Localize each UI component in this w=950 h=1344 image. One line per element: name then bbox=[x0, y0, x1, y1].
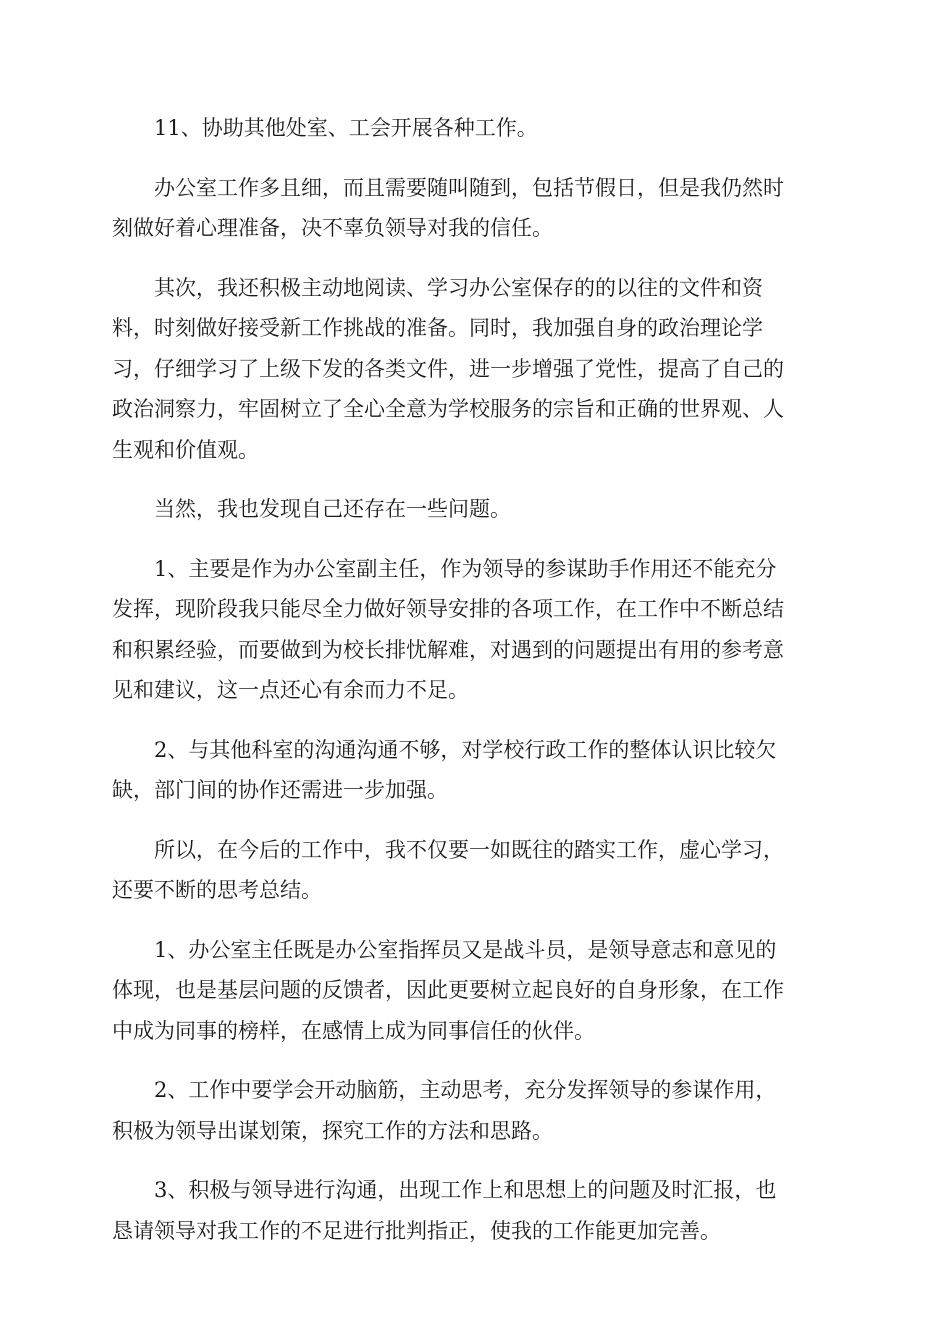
paragraph-line: 体现，也是基层问题的反馈者，因此更要树立起良好的自身形象，在工作 bbox=[112, 978, 784, 1002]
paragraph-line: 1、主要是作为办公室副主任，作为领导的参谋助手作用还不能充分 bbox=[154, 556, 777, 581]
paragraph-line: 2、工作中要学会开动脑筋，主动思考，充分发挥领导的参谋作用， bbox=[154, 1078, 777, 1102]
paragraph-2 bbox=[112, 168, 834, 249]
paragraph-3 bbox=[112, 268, 834, 471]
paragraph-line: 其次，我还积极主动地阅读、学习办公室保存的的以往的文件和资 bbox=[154, 275, 763, 300]
paragraph-line: 当然，我也发现自己还存在一些问题。 bbox=[154, 497, 511, 521]
paragraph-line: 积极为领导出谋划策，探究工作的方法和思路。 bbox=[112, 1118, 553, 1143]
paragraph-7 bbox=[112, 830, 834, 911]
paragraph-4 bbox=[112, 489, 834, 530]
paragraph-line: 料，时刻做好接受新工作挑战的准备。同时，我加强自身的政治理论学 bbox=[112, 316, 763, 340]
paragraph-6 bbox=[112, 730, 834, 811]
paragraph-line: 2、与其他科室的沟通沟通不够，对学校行政工作的整体认识比较欠 bbox=[154, 737, 777, 762]
paragraph-10 bbox=[112, 1170, 834, 1251]
paragraph-line: 发挥，现阶段我只能尽全力做好领导安排的各项工作，在工作中不断总结 bbox=[112, 597, 784, 621]
paragraph-8 bbox=[112, 930, 834, 1052]
paragraph-line: 办公室工作多且细，而且需要随叫随到，包括节假日，但是我仍然时 bbox=[154, 175, 784, 200]
paragraph-line: 1、办公室主任既是办公室指挥员又是战斗员，是领导意志和意见的 bbox=[154, 937, 777, 962]
paragraph-9 bbox=[112, 1070, 834, 1151]
paragraph-line: 11、协助其他处室、工会开展各种工作。 bbox=[154, 116, 538, 140]
paragraph-line: 和积累经验，而要做到为校长排忧解难，对遇到的问题提出有用的参考意 bbox=[112, 637, 784, 662]
paragraph-line: 所以，在今后的工作中，我不仅要一如既往的踏实工作，虚心学习， bbox=[154, 837, 784, 862]
paragraph-line: 习，仔细学习了上级下发的各类文件，进一步增强了党性，提高了自己的 bbox=[112, 356, 784, 381]
paragraph-line: 还要不断的思考总结。 bbox=[112, 878, 322, 902]
paragraph-line: 3、积极与领导进行沟通，出现工作上和思想上的问题及时汇报，也 bbox=[154, 1178, 777, 1202]
paragraph-line: 刻做好着心理准备，决不辜负领导对我的信任。 bbox=[112, 216, 553, 240]
document-body bbox=[112, 108, 834, 1270]
paragraph-line: 恳请领导对我工作的不足进行批判指正，使我的工作能更加完善。 bbox=[112, 1218, 721, 1243]
paragraph-line: 政治洞察力，牢固树立了全心全意为学校服务的宗旨和正确的世界观、人 bbox=[112, 397, 784, 421]
paragraph-5 bbox=[112, 549, 834, 711]
paragraph-line: 生观和价值观。 bbox=[112, 437, 259, 462]
paragraph-line: 见和建议，这一点还心有余而力不足。 bbox=[112, 678, 469, 702]
paragraph-line: 中成为同事的榜样，在感情上成为同事信任的伙伴。 bbox=[112, 1018, 595, 1043]
paragraph-line: 缺，部门间的协作还需进一步加强。 bbox=[112, 778, 448, 802]
paragraph-1 bbox=[112, 108, 834, 149]
